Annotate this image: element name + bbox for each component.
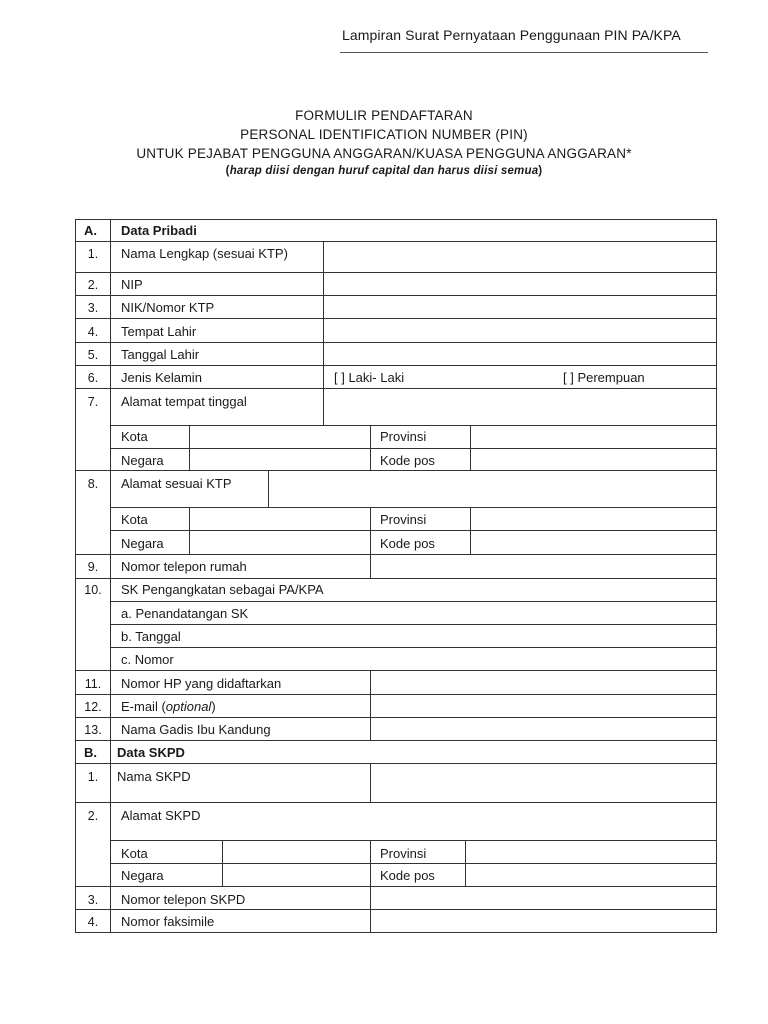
- email-label-optional: optional: [165, 699, 212, 714]
- section-b-letter: B.: [84, 745, 97, 760]
- row-a8-label: Alamat sesuai KTP: [121, 476, 232, 491]
- row-a6-label: Jenis Kelamin: [121, 370, 202, 385]
- instruction-open: (: [225, 165, 230, 177]
- row-a12-number: 12.: [84, 700, 102, 714]
- row-b3-number: 3.: [87, 893, 99, 907]
- row-a5-label: Tanggal Lahir: [121, 347, 200, 362]
- row-a7-label: Alamat tempat tinggal: [121, 394, 247, 409]
- row-a10-number: 10.: [84, 583, 102, 597]
- row-a7-provinsi-label: Provinsi: [380, 429, 427, 444]
- row-a7-kodepos-label: Kode pos: [380, 453, 435, 468]
- row-a10-sub-c: c. Nomor: [121, 652, 174, 667]
- section-a-title: Data Pribadi: [121, 223, 197, 238]
- row-b4-number: 4.: [87, 915, 99, 929]
- row-a8-number: 8.: [87, 477, 99, 491]
- attachment-header: Lampiran Surat Pernyataan Penggunaan PIN PA/KPA: [342, 27, 681, 43]
- row-a8-kodepos-label: Kode pos: [380, 536, 435, 551]
- row-b2-number: 2.: [87, 809, 99, 823]
- row-a8-negara-label: Negara: [121, 536, 164, 551]
- gender-female-checkbox[interactable]: [ ] Perempuan: [563, 370, 645, 385]
- gender-male-checkbox[interactable]: [ ] Laki- Laki: [334, 370, 405, 385]
- row-a10-sub-b: b. Tanggal: [121, 629, 181, 644]
- row-a1-label: Nama Lengkap (sesuai KTP): [121, 246, 288, 261]
- row-a13-number: 13.: [84, 723, 102, 737]
- row-a5-number: 5.: [87, 348, 99, 362]
- row-b2-kodepos-label: Kode pos: [380, 868, 435, 883]
- section-a-letter: A.: [84, 223, 97, 238]
- instruction-close: ): [538, 165, 543, 177]
- form-title-line1: FORMULIR PENDAFTARAN: [295, 108, 473, 123]
- row-a11-label: Nomor HP yang didaftarkan: [121, 676, 282, 691]
- row-b2-kota-label: Kota: [121, 846, 148, 861]
- row-b1-label: Nama SKPD: [117, 769, 191, 784]
- row-a12-label: [121, 699, 216, 715]
- row-a10-label: SK Pengangkatan sebagai PA/KPA: [121, 582, 324, 597]
- row-a3-label: NIK/Nomor KTP: [121, 300, 215, 315]
- row-a4-label: Tempat Lahir: [121, 324, 197, 339]
- row-a9-label: Nomor telepon rumah: [121, 559, 247, 574]
- row-b2-provinsi-label: Provinsi: [380, 846, 427, 861]
- row-a6-number: 6.: [87, 371, 99, 385]
- row-a1-number: 1.: [87, 247, 99, 261]
- section-b-title: Data SKPD: [117, 745, 185, 760]
- row-a8-kota-label: Kota: [121, 512, 148, 527]
- row-a10-sub-a: a. Penandatangan SK: [121, 606, 249, 621]
- form-instruction: [0, 165, 768, 177]
- form-title-line2: PERSONAL IDENTIFICATION NUMBER (PIN): [240, 127, 528, 142]
- email-label-post: ): [211, 699, 216, 714]
- row-a7-number: 7.: [87, 395, 99, 409]
- row-a3-number: 3.: [87, 301, 99, 315]
- instruction-text: harap diisi dengan huruf capital dan harus diisi semua: [229, 165, 539, 177]
- row-a13-label: Nama Gadis Ibu Kandung: [121, 722, 271, 737]
- row-a7-kota-label: Kota: [121, 429, 148, 444]
- form-title-line3: UNTUK PEJABAT PENGGUNA ANGGARAN/KUASA PENGGUNA ANGGARAN*: [136, 146, 632, 161]
- row-b2-label: Alamat SKPD: [121, 808, 201, 823]
- row-b2-negara-label: Negara: [121, 868, 164, 883]
- row-b1-number: 1.: [87, 770, 99, 784]
- row-a2-number: 2.: [87, 278, 99, 292]
- row-a8-provinsi-label: Provinsi: [380, 512, 427, 527]
- header-underline: [340, 52, 708, 53]
- row-a11-number: 11.: [84, 677, 102, 691]
- row-a7-negara-label: Negara: [121, 453, 164, 468]
- row-a2-label: NIP: [121, 277, 143, 292]
- row-b4-label: Nomor faksimile: [121, 914, 215, 929]
- row-b3-label: Nomor telepon SKPD: [121, 892, 246, 907]
- email-label-pre: E-mail (: [121, 699, 166, 714]
- row-a4-number: 4.: [87, 325, 99, 339]
- row-a9-number: 9.: [87, 560, 99, 574]
